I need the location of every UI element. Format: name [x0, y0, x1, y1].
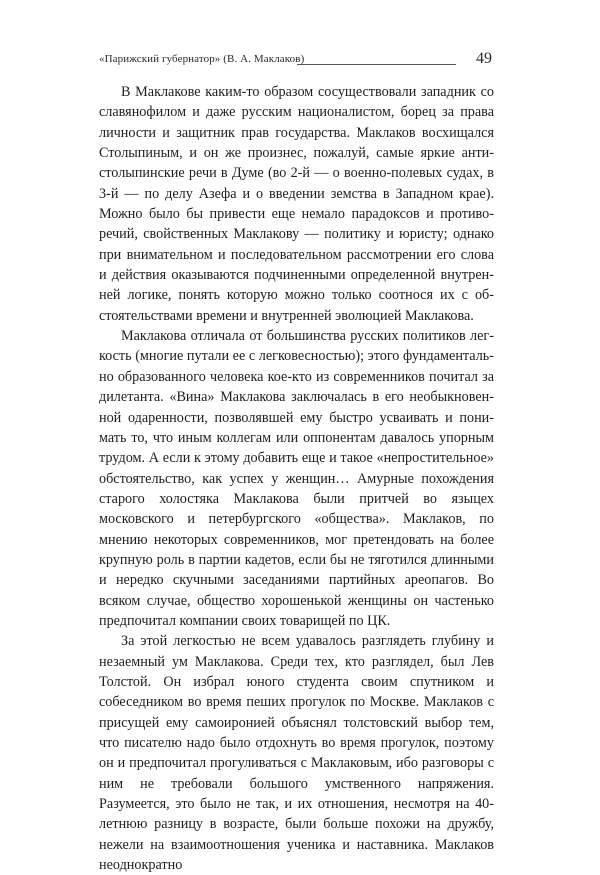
paragraph: За этой легкостью не всем удавалось разглядеть глубину и незаемный ум Маклакова. Среди тех, кто разглядел, был Лев Толстой. Он избрал юного студента своим спутником и собеседником во время пеших прогулок по Москве. Маклаков с присущей ему самоиронией объяснял толстовский выбор тем, что писателю надо было отдохнуть во время прогулок, поэтому он и предпочитал прогуливаться с Маклаковым, ибо разговоры с ним не требовали большого умственного напряжения. Разумеется, это было не так, и их отношения, несмотря на 40-летнюю разницу в возрасте, были больше похожи на дружбу, нежели на взаимоотношения ученика и наставника. Маклаков неоднократно: [99, 633, 494, 874]
header-rule: [297, 64, 456, 65]
running-header: [99, 50, 492, 72]
body-text: [99, 82, 494, 875]
paragraph: Маклакова отличала от большинства русских политиков легкость (многие путали ее с легковесностью); этого фундаментально образованного человека кое-кто из современников почитал за дилетанта. «Вина» Маклакова заключалась в его необыкновенной одаренности, позволявшей ему быстро усваивать и понимать то, что иным коллегам или оппонентам давалось упорным трудом. А если к этому добавить еще и такое «непростительное» обстоятельство, как успех у женщин… Амурные похождения старого холостяка Маклакова были притчей во языцех московского и петербургского «общества». Маклаков, по мнению некоторых современников, мог претендовать на более крупную роль в партии кадетов, если бы не тяготился длинными и нередко скучными заседаниями партийных ареопагов. Во всяком случае, общество хорошенькой женщины он частенько предпочитал компании своих товарищей по ЦК.: [99, 328, 494, 629]
running-title: «Парижский губернатор» (В. А. Маклаков): [99, 53, 305, 65]
paragraph: В Маклакове каким-то образом сосуществовали западник со славянофилом и даже русским националистом, борец за права личности и защитник прав государства. Маклаков восхищался Столыпиным, и он же произнес, пожалуй, самые яркие антистолыпинские речи в Думе (во 2-й — о военно-полевых судах, в 3-й — по делу Азефа и о введении земства в Западном крае). Можно было бы привести еще немало парадоксов и противоречий, свойственных Маклакову — политику и юристу; однако при внимательном и последовательном рассмотрении его слова и действия оказываются подчиненными определенной внутренней логике, понять которую можно только соотнося их с обстоятельствами времени и внутренней эволюцией Маклакова.: [99, 84, 494, 324]
page-number: 49: [476, 50, 492, 67]
